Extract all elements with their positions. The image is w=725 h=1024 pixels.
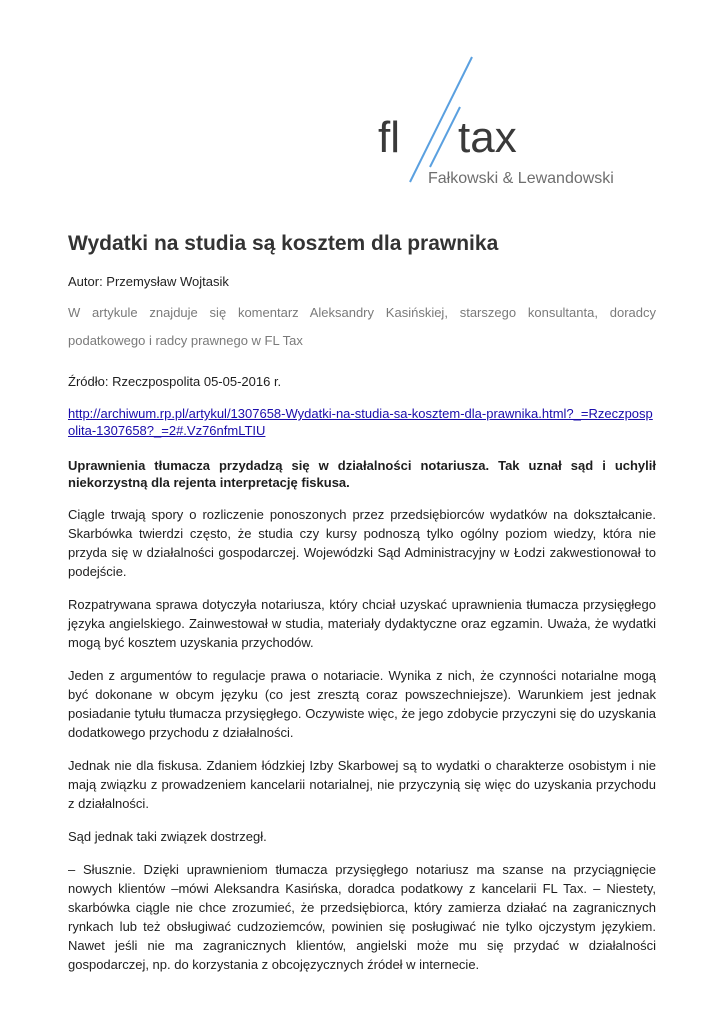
article	[68, 230, 656, 987]
article-lead: Uprawnienia tłumacza przydadzą się w działalności notariusza. Tak uznał sąd i uchylił niekorzystną dla rejenta interpretację fiskusa.	[68, 458, 656, 490]
article-intro: W artykule znajduje się komentarz Aleksandry Kasińskiej, starszego konsultanta, doradcy podatkowego i radcy prawnego w FL Tax	[68, 305, 656, 348]
logo-tagline: Fałkowski & Lewandowski	[428, 170, 614, 187]
logo-word-text: tax	[458, 113, 517, 162]
logo-mark-text: fl	[378, 113, 400, 162]
article-title: Wydatki na studia są kosztem dla prawnika	[68, 232, 499, 255]
paragraph: – Słusznie. Dzięki uprawnieniom tłumacza przysięgłego notariusz ma szanse na przyciągnięcie nowych klientów –mówi Aleksandra Kasińska, doradca podatkowy z kancelarii FL Tax. – Niestety, skarbówka ciągle nie chce zrozumieć, że przedsiębiorca, który zamierza działać na zagranicznych rynkach lub też obsługiwać cudzoziemców, powinien się posługiwać nie tylko ojczystym językiem. Nawet jeśli nie ma zagranicznych klientów, angielski może mu się przydać w działalności gospodarczej, np. do korzystania z obcojęzycznych źródeł w internecie.	[68, 862, 656, 972]
source-link[interactable]: http://archiwum.rp.pl/artykul/1307658-Wydatki-na-studia-sa-kosztem-dla-prawnika.html?_=Rzeczpospolita-1307658?_=2#.Vz76nfmLTIU	[68, 406, 653, 438]
article-source: Źródło: Rzeczpospolita 05-05-2016 r.	[68, 374, 282, 389]
paragraph: Jeden z argumentów to regulacje prawa o notariacie. Wynika z nich, że czynności notarialne mogą być dokonane w obcym języku (co jest zresztą coraz powszechniejsze). Warunkiem jest jednak posiadanie tytułu tłumacza przysięgłego. Oczywiste więc, że jego zdobycie przyczyni się do uzyskania dodatkowego przychodu z działalności.	[68, 668, 656, 740]
paragraph: Ciągle trwają spory o rozliczenie ponoszonych przez przedsiębiorców wydatków na dokształcanie. Skarbówka twierdzi często, że studia czy kursy podnoszą tylko ogólny poziom wiedzy, która nie przyda się w działalności gospodarczej. Wojewódzki Sąd Administracyjny w Łodzi zakwestionował to podejście.	[68, 507, 656, 579]
logo-slash-short	[430, 107, 460, 167]
logo-graphic	[370, 52, 630, 192]
article-author: Autor: Przemysław Wojtasik	[68, 274, 229, 289]
paragraph: Sąd jednak taki związek dostrzegł.	[68, 829, 267, 844]
paragraph: Jednak nie dla fiskusa. Zdaniem łódzkiej Izby Skarbowej są to wydatki o charakterze osobistym i nie mają związku z prowadzeniem kancelarii notarialnej, nie przyczynią się więc do uzyskania przychodu z działalności.	[68, 758, 656, 811]
paragraph: Rozpatrywana sprawa dotyczyła notariusza, który chciał uzyskać uprawnienia tłumacza przysięgłego języka angielskiego. Zainwestował w studia, materiały dydaktyczne oraz egzamin. Uważa, że wydatki mogą być kosztem uzyskania przychodów.	[68, 597, 656, 650]
fl-tax-logo	[370, 52, 630, 192]
